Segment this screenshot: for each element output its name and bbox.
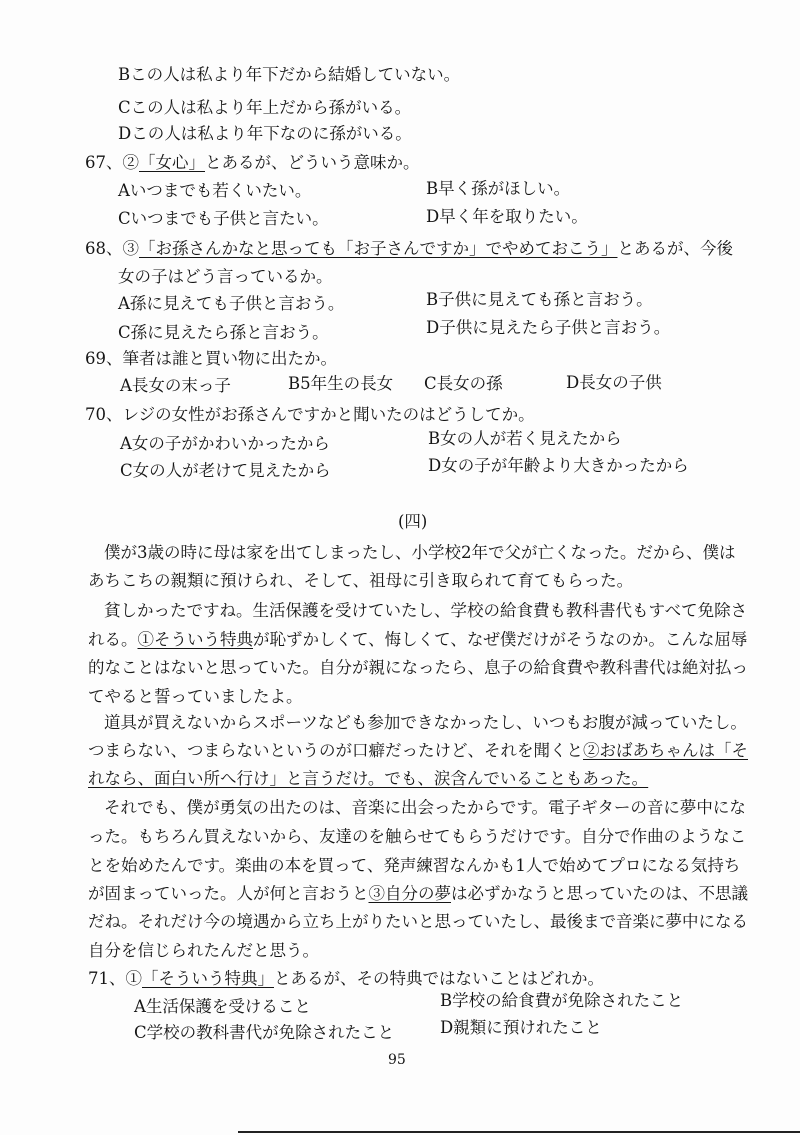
passage-line: 的なことはないと思っていた。自分が親になったら、息子の給食費や教科書代は絶対払っ xyxy=(88,658,748,677)
passage-text: つまらない、つまらないというのが口癖だったけど、それを聞くと xyxy=(88,741,583,760)
question-number: 68、 xyxy=(85,239,123,258)
passage-text: が恥ずかしくて、悔しくて、なぜ僕だけがそうなのか。こんな屈辱 xyxy=(253,630,748,649)
passage-line: 僕が3歳の時に母は家を出てしまったし、小学校2年で父が亡くなった。だから、僕は xyxy=(104,543,736,562)
section-title: (四) xyxy=(398,512,428,531)
page-number: 95 xyxy=(388,1052,406,1068)
q66-option-b: Bこの人は私より年下だから結婚していない。 xyxy=(118,65,461,84)
q67-option-d: D早く年を取りたい。 xyxy=(426,207,588,226)
question-text: とあるが、その特典ではないことはどれか。 xyxy=(274,969,604,988)
passage-line xyxy=(88,740,748,762)
q71-option-d: D親類に預けれたこと xyxy=(440,1018,602,1037)
passage-line: あちこちの親類に預けられ、そして、祖母に引き取られて育てもらった。 xyxy=(88,571,634,590)
passage-line: てやると誓っていましたよ。 xyxy=(88,687,303,706)
passage-line: 貧しかったですね。生活保護を受けていたし、学校の給食費も教科書代もすべて免除さ xyxy=(104,601,748,620)
passage-text: が固まっていった。人が何と言おうと xyxy=(88,884,369,903)
q70-stem: 70、レジの女性がお孫さんですかと聞いたのはどうしてか。 xyxy=(85,405,535,424)
q70-option-d: D女の子が年齢より大きかったから xyxy=(428,456,689,475)
passage-text: は必ずかなうと思っていたのは、不思議 xyxy=(451,884,748,903)
passage-line: った。もちろん買えないから、友達のを触らせてもらうだけです。自分で作曲のようなこ xyxy=(88,827,747,846)
q68-option-c: C孫に見えたら孫と言おう。 xyxy=(118,323,329,342)
underlined-phrase-2-cont: れなら、面白い所へ行け」と言うだけ。でも、涙含んでいることもあった。 xyxy=(88,769,649,788)
q68-option-d: D子供に見えたら子供と言おう。 xyxy=(426,318,671,337)
q71-stem xyxy=(88,968,604,990)
passage-line: それでも、僕が勇気の出たのは、音楽に出会ったからです。電子ギターの音に夢中にな xyxy=(104,798,746,817)
question-number: 67、 xyxy=(85,153,123,172)
passage-text: れる。 xyxy=(88,630,138,649)
passage-line: とを始めたんです。楽曲の本を買って、発声練習なんかも1人で始めてプロになる気持ち xyxy=(88,856,741,875)
q70-option-b: B女の人が若く見えたから xyxy=(428,429,622,448)
q71-option-b: B学校の給食費が免除されたこと xyxy=(440,991,684,1010)
quoted-phrase: 「女心」 xyxy=(139,153,205,172)
quoted-phrase: 「お孫さんかなと思っても「お子さんですか」でやめておこう」 xyxy=(139,239,618,258)
question-number: 71、 xyxy=(88,969,126,988)
q67-option-a: Aいつまでも若くいたい。 xyxy=(118,181,312,200)
q66-option-d: Dこの人は私より年下なのに孫がいる。 xyxy=(118,124,412,143)
reference-mark: ③ xyxy=(122,239,139,258)
q69-option-c: C長女の孫 xyxy=(424,374,503,393)
q70-option-a: A女の子がかわいかったから xyxy=(120,434,330,453)
underlined-phrase-1: ①そういう特典 xyxy=(137,630,253,649)
q69-stem: 69、筆者は誰と買い物に出たか。 xyxy=(85,349,337,368)
underlined-phrase-2: ②おばあちゃんは「そ xyxy=(583,741,748,760)
passage-line: 自分を信じられたんだと思う。 xyxy=(88,941,319,960)
q71-option-a: A生活保護を受けること xyxy=(134,997,311,1016)
passage-line: だね。それだけ今の境遇から立ち上がりたいと思っていたし、最後まで音楽に夢中になる xyxy=(88,912,748,931)
reference-mark: ① xyxy=(125,969,142,988)
q67-stem xyxy=(85,152,420,174)
q69-option-d: D長女の子供 xyxy=(566,373,662,392)
passage-line: 道具が買えないからスポーツなども参加できなかったし、いつもお腹が減っていたし。 xyxy=(104,713,747,732)
q68-option-a: A孫に見えても子供と言おう。 xyxy=(118,294,345,313)
underlined-phrase-3: ③自分の夢 xyxy=(368,884,451,903)
footer-rule xyxy=(238,1131,800,1133)
question-text: とあるが、どういう意味か。 xyxy=(205,153,420,172)
q68-stem xyxy=(85,238,733,260)
q68-stem-line2: 女の子はどう言っているか。 xyxy=(118,267,333,286)
q71-option-c: C学校の教科書代が免除されたこと xyxy=(134,1023,395,1042)
quoted-phrase: 「そういう特典」 xyxy=(142,969,274,988)
q66-option-c: Cこの人は私より年上だから孫がいる。 xyxy=(118,98,412,117)
q69-option-a: A長女の末っ子 xyxy=(120,376,231,395)
passage-line xyxy=(88,883,748,905)
question-text: とあるが、今後 xyxy=(617,239,733,258)
q70-option-c: C女の人が老けて見えたから xyxy=(120,461,331,480)
q68-option-b: B子供に見えても孫と言おう。 xyxy=(426,290,653,309)
passage-line xyxy=(88,629,747,651)
passage-line xyxy=(88,768,648,790)
q69-option-b: B5年生の長女 xyxy=(288,374,394,393)
reference-mark: ② xyxy=(122,153,139,172)
q67-option-b: B早く孫がほしい。 xyxy=(426,179,571,198)
q67-option-c: Cいつまでも子供と言たい。 xyxy=(118,209,329,228)
